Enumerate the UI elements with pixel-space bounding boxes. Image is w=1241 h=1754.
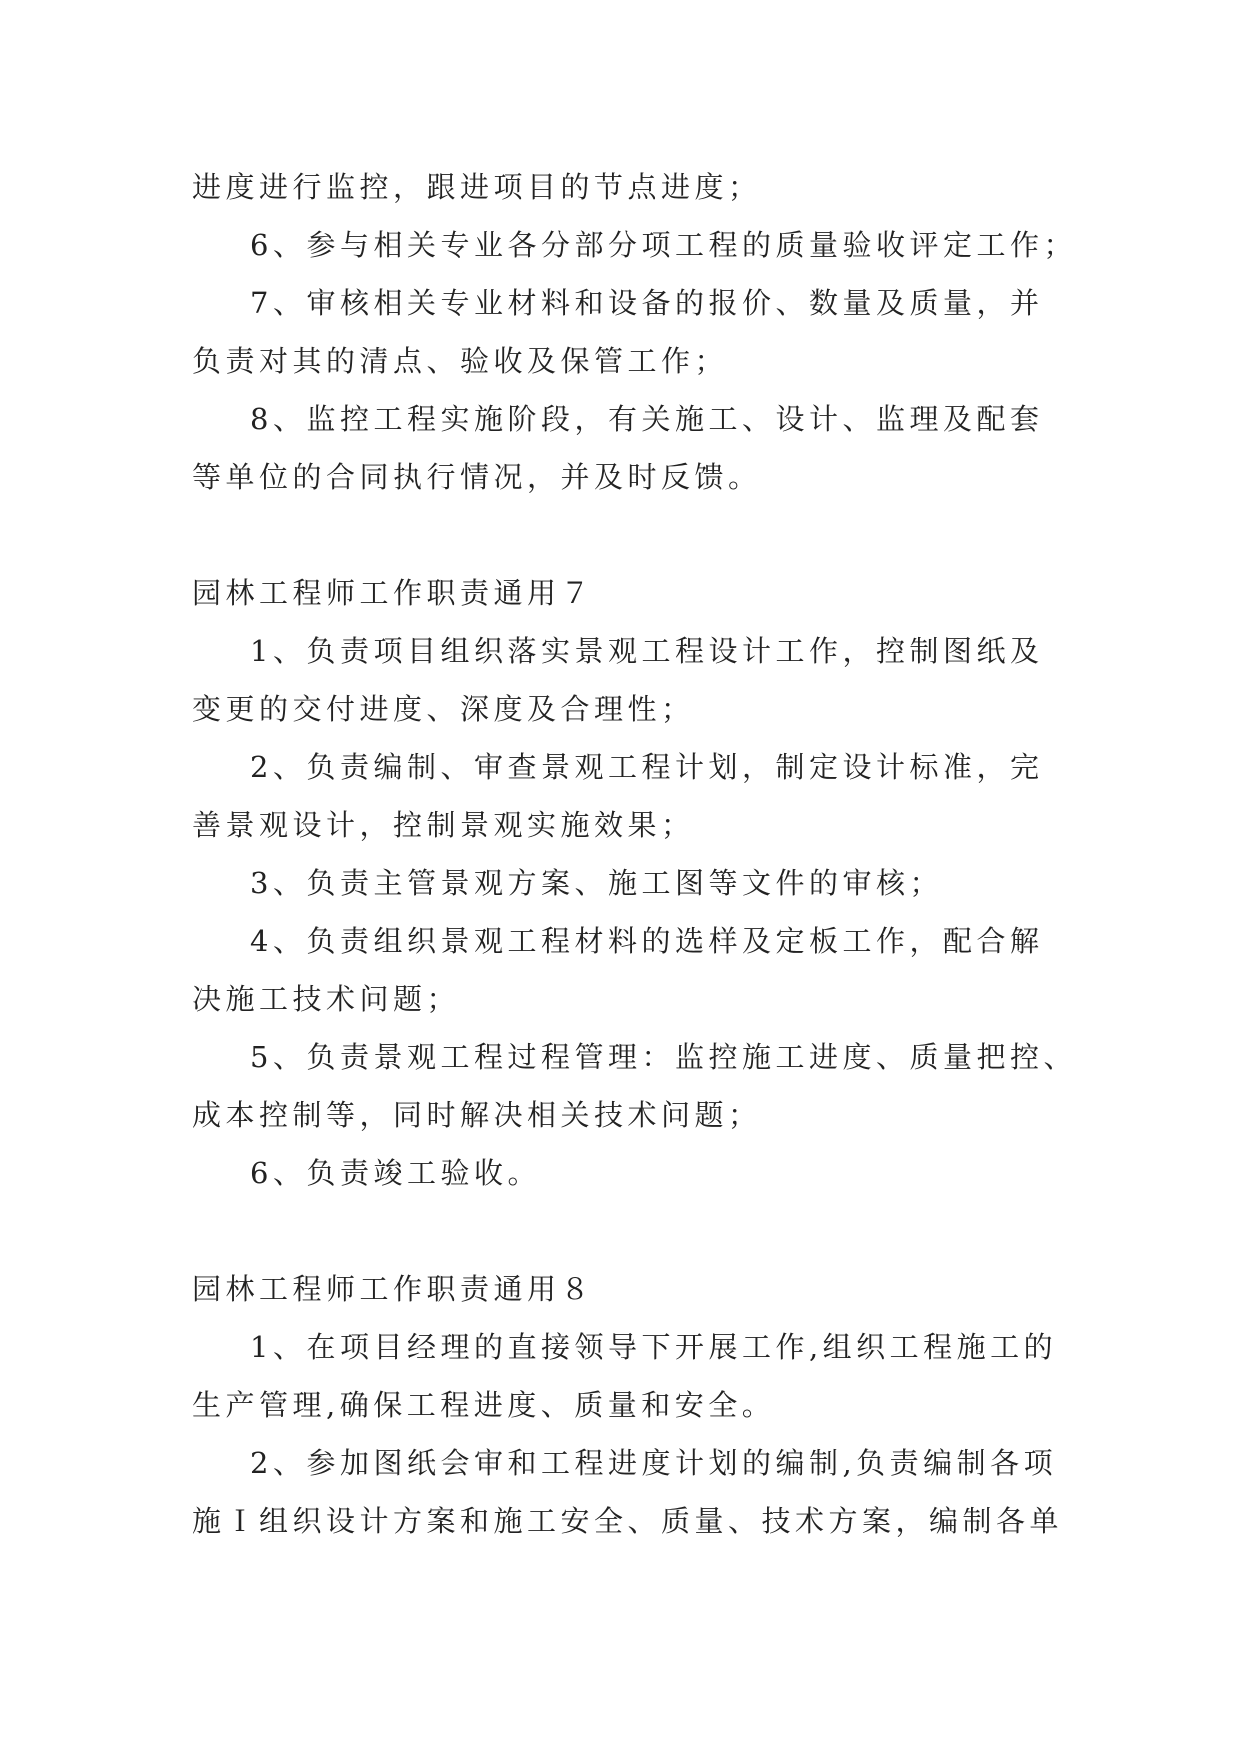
- text-line: 6、负责竣工验收。: [250, 1156, 541, 1190]
- paragraph-gap: [192, 1202, 1072, 1260]
- text-line: 进度进行监控，跟进项目的节点进度；: [192, 170, 762, 204]
- text-line: 负责对其的清点、验收及保管工作；: [192, 344, 729, 378]
- text-line: 成本控制等，同时解决相关技术问题；: [192, 1098, 762, 1132]
- text-line: 5、负责景观工程过程管理：监控施工进度、质量把控、: [250, 1040, 1077, 1074]
- text-line: 施Ｉ组织设计方案和施工安全、质量、技术方案，编制各单: [192, 1504, 1064, 1538]
- text-line: 3、负责主管景观方案、施工图等文件的审核；: [250, 866, 943, 900]
- text-line: 生产管理,确保工程进度、质量和安全。: [192, 1388, 776, 1422]
- text-line: 6、参与相关专业各分部分项工程的质量验收评定工作；: [250, 228, 1077, 262]
- text-line: 2、参加图纸会审和工程进度计划的编制,负责编制各项: [250, 1446, 1058, 1480]
- paragraph-gap: [192, 506, 1072, 564]
- text-line: 2、负责编制、审查景观工程计划，制定设计标准，完: [250, 750, 1044, 784]
- text-line: 4、负责组织景观工程材料的选样及定板工作，配合解: [250, 924, 1044, 958]
- text-line: 7、审核相关专业材料和设备的报价、数量及质量，并: [250, 286, 1044, 320]
- text-line: 决施工技术问题；: [192, 982, 461, 1016]
- section-heading: 园林工程师工作职责通用７: [192, 576, 595, 610]
- text-line: 1、在项目经理的直接领导下开展工作,组织工程施工的: [250, 1330, 1058, 1364]
- text-line: 8、监控工程实施阶段，有关施工、设计、监理及配套: [250, 402, 1044, 436]
- section-heading: 园林工程师工作职责通用８: [192, 1272, 595, 1306]
- text-line: 等单位的合同执行情况，并及时反馈。: [192, 460, 762, 494]
- text-line: 善景观设计，控制景观实施效果；: [192, 808, 695, 842]
- document-body: [192, 158, 1077, 1550]
- text-line: 1、负责项目组织落实景观工程设计工作，控制图纸及: [250, 634, 1044, 668]
- text-line: 变更的交付进度、深度及合理性；: [192, 692, 695, 726]
